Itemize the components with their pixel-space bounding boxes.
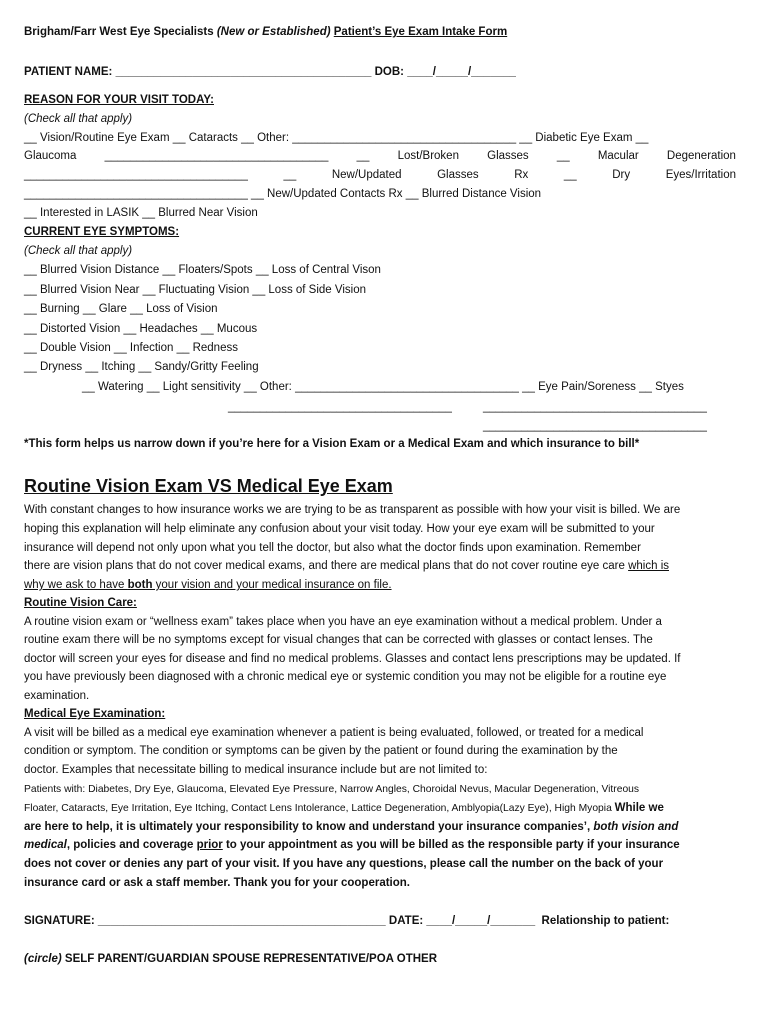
- reason-word: Rx: [514, 169, 529, 181]
- reason-instruction: (Check all that apply): [24, 113, 133, 125]
- symptom-line-watering[interactable]: __ Watering __ Light sensitivity __ Other: ___________________________________ __ Eye Pain/Soreness __ Styes: [82, 381, 684, 393]
- reason-word: Glaucoma: [24, 150, 77, 162]
- symptom-line[interactable]: __ Blurred Vision Near __ Fluctuating Vision __ Loss of Side Vision: [24, 284, 367, 296]
- responsibility-text: are here to help, it is ultimately your responsibility to know and understand your insurance companies’,: [24, 821, 594, 833]
- relationship-choices[interactable]: SELF PARENT/GUARDIAN SPOUSE REPRESENTATIVE/POA OTHER: [61, 953, 437, 965]
- reason-word: __: [356, 150, 370, 162]
- responsibility-text: to your appointment as you will be billed as the responsible party if your insurance: [222, 839, 680, 851]
- relationship-options[interactable]: [24, 952, 437, 966]
- examples-text: Floater, Cataracts, Eye Irritation, Eye Itching, Contact Lens Intolerance, Lattice Degeneration, Amblyopia(Lazy Eye), High Myopia: [24, 803, 615, 814]
- reason-word: New/Updated: [331, 169, 402, 181]
- routine-line: you have previously been diagnosed with a chronic medical eye or systemic condition you may not be eligible for a routine eye: [24, 671, 667, 683]
- intro-underlined: your vision and your medical insurance on file.: [152, 579, 392, 591]
- reason-options-line-2[interactable]: [24, 149, 736, 163]
- intro-line: [24, 559, 669, 573]
- practice-name: Brigham/Farr West Eye Specialists: [24, 26, 217, 38]
- circle-instruction: (circle): [24, 953, 62, 965]
- symptoms-instruction: (Check all that apply): [24, 245, 133, 257]
- responsibility-line: [24, 820, 678, 834]
- medical-examples-line: Patients with: Diabetes, Dry Eye, Glaucoma, Elevated Eye Pressure, Narrow Angles, Choroidal Nevus, Macular Degeneration, Vitreous: [24, 784, 640, 795]
- reason-word: __: [563, 169, 577, 181]
- patient-status: (New or Established): [216, 26, 331, 38]
- form-title: Patient’s Eye Exam Intake Form: [333, 26, 508, 38]
- reason-word: __: [283, 169, 297, 181]
- reason-options-text: __ Vision/Routine Eye Exam __ Cataracts __ Other: ___________________________________ __ Diabetic Eye Exam __: [24, 132, 649, 144]
- signature-date-field[interactable]: DATE: ____/_____/_______: [388, 915, 536, 927]
- routine-line: A routine vision exam or “wellness exam” takes place when you have an eye examination without a medical problem. Under a: [24, 616, 662, 628]
- reason-word: Dry: [612, 169, 631, 181]
- reason-word: ___________________________________: [24, 169, 248, 181]
- reason-options-line-5[interactable]: __ Interested in LASIK __ Blurred Near Vision: [24, 207, 258, 219]
- routine-line: examination.: [24, 690, 90, 702]
- reason-word: Lost/Broken: [397, 150, 459, 162]
- symptom-line[interactable]: __ Burning __ Glare __ Loss of Vision: [24, 303, 218, 315]
- reason-word: ___________________________________: [104, 150, 329, 162]
- section-title: Routine Vision Exam VS Medical Eye Exam: [24, 476, 393, 496]
- responsibility-line: [24, 838, 680, 852]
- responsibility-underlined: prior: [196, 839, 223, 851]
- responsibility-line: insurance card or ask a staff member. Thank you for your cooperation.: [24, 877, 410, 889]
- signature-field[interactable]: SIGNATURE: _____________________________________________: [24, 915, 386, 927]
- medical-line: A visit will be billed as a medical eye examination whenever a patient is being evaluated, followed, or treated for a medical: [24, 727, 644, 739]
- medical-line: doctor. Examples that necessitate billing to medical insurance include but are not limited to:: [24, 764, 488, 776]
- intro-underlined: why we ask to have: [24, 579, 128, 591]
- medical-examples-line: [24, 801, 664, 816]
- form-header: [24, 25, 507, 39]
- intro-line: hoping this explanation will help eliminate any confusion about your visit today. How your eye exam will be submitted to your: [24, 523, 655, 535]
- symptom-line[interactable]: __ Distorted Vision __ Headaches __ Mucous: [24, 323, 258, 335]
- reason-word: Degeneration: [666, 150, 736, 162]
- intro-underlined: which is: [628, 560, 669, 572]
- dob-field[interactable]: DOB: ____/_____/_______: [374, 66, 516, 78]
- intro-bold-both: both: [127, 579, 153, 591]
- responsibility-italic: medical: [24, 839, 67, 851]
- symptom-other-blank[interactable]: ___________________________________: [228, 401, 452, 413]
- medical-heading: Medical Eye Examination:: [24, 708, 166, 720]
- responsibility-text: While we: [614, 802, 664, 814]
- patient-info-row: [24, 65, 516, 79]
- signature-row: [24, 914, 669, 928]
- symptom-line[interactable]: __ Double Vision __ Infection __ Redness: [24, 342, 238, 354]
- routine-line: routine exam there will be no symptoms except for visual changes that can be corrected with glasses or contact lenses. The: [24, 634, 653, 646]
- routine-line: doctor will screen your eyes for disease and find no medical problems. Glasses and contact lens prescriptions may be updated. If: [24, 653, 681, 665]
- symptoms-heading: CURRENT EYE SYMPTOMS:: [24, 226, 180, 238]
- patient-name-field[interactable]: PATIENT NAME: ________________________________________: [24, 66, 372, 78]
- symptom-other-blank[interactable]: ___________________________________: [483, 401, 707, 413]
- relationship-label: Relationship to patient:: [541, 915, 670, 927]
- intro-text: there are vision plans that do not cover medical exams, and there are medical plans that do not cover routine eye care: [24, 560, 629, 572]
- insurance-note: *This form helps us narrow down if you’re here for a Vision Exam or a Medical Exam and which insurance to bill*: [24, 438, 640, 450]
- symptom-other-blank[interactable]: ___________________________________: [483, 420, 707, 432]
- reason-options-line-1[interactable]: [24, 131, 736, 145]
- intro-line: [24, 578, 392, 592]
- reason-options-line-4[interactable]: ___________________________________ __ New/Updated Contacts Rx __ Blurred Distance Vision: [24, 188, 542, 200]
- reason-options-line-3[interactable]: [24, 168, 736, 182]
- responsibility-text: , policies and coverage: [66, 839, 197, 851]
- responsibility-italic: both vision and: [593, 821, 679, 833]
- reason-word: Macular: [597, 150, 639, 162]
- intro-line: With constant changes to how insurance works we are trying to be as transparent as possible with how your visit is billed. We are: [24, 504, 681, 516]
- reason-word: Glasses: [437, 169, 479, 181]
- reason-word: __: [556, 150, 570, 162]
- reason-heading: REASON FOR YOUR VISIT TODAY:: [24, 94, 214, 106]
- routine-heading: Routine Vision Care:: [24, 597, 137, 609]
- reason-word: Eyes/Irritation: [665, 169, 736, 181]
- symptom-line[interactable]: __ Dryness __ Itching __ Sandy/Gritty Feeling: [24, 361, 259, 373]
- responsibility-line: does not cover or denies any part of your visit. If you have any questions, please call the number on the back of your: [24, 858, 664, 870]
- symptom-line[interactable]: __ Blurred Vision Distance __ Floaters/Spots __ Loss of Central Vison: [24, 264, 381, 276]
- reason-word: Glasses: [487, 150, 529, 162]
- intro-line: insurance will depend not only upon what you tell the doctor, but also what the doctor finds upon examination. Remember: [24, 542, 641, 554]
- medical-line: condition or symptom. The condition or symptoms can be given by the patient or found during the examination by the: [24, 745, 618, 757]
